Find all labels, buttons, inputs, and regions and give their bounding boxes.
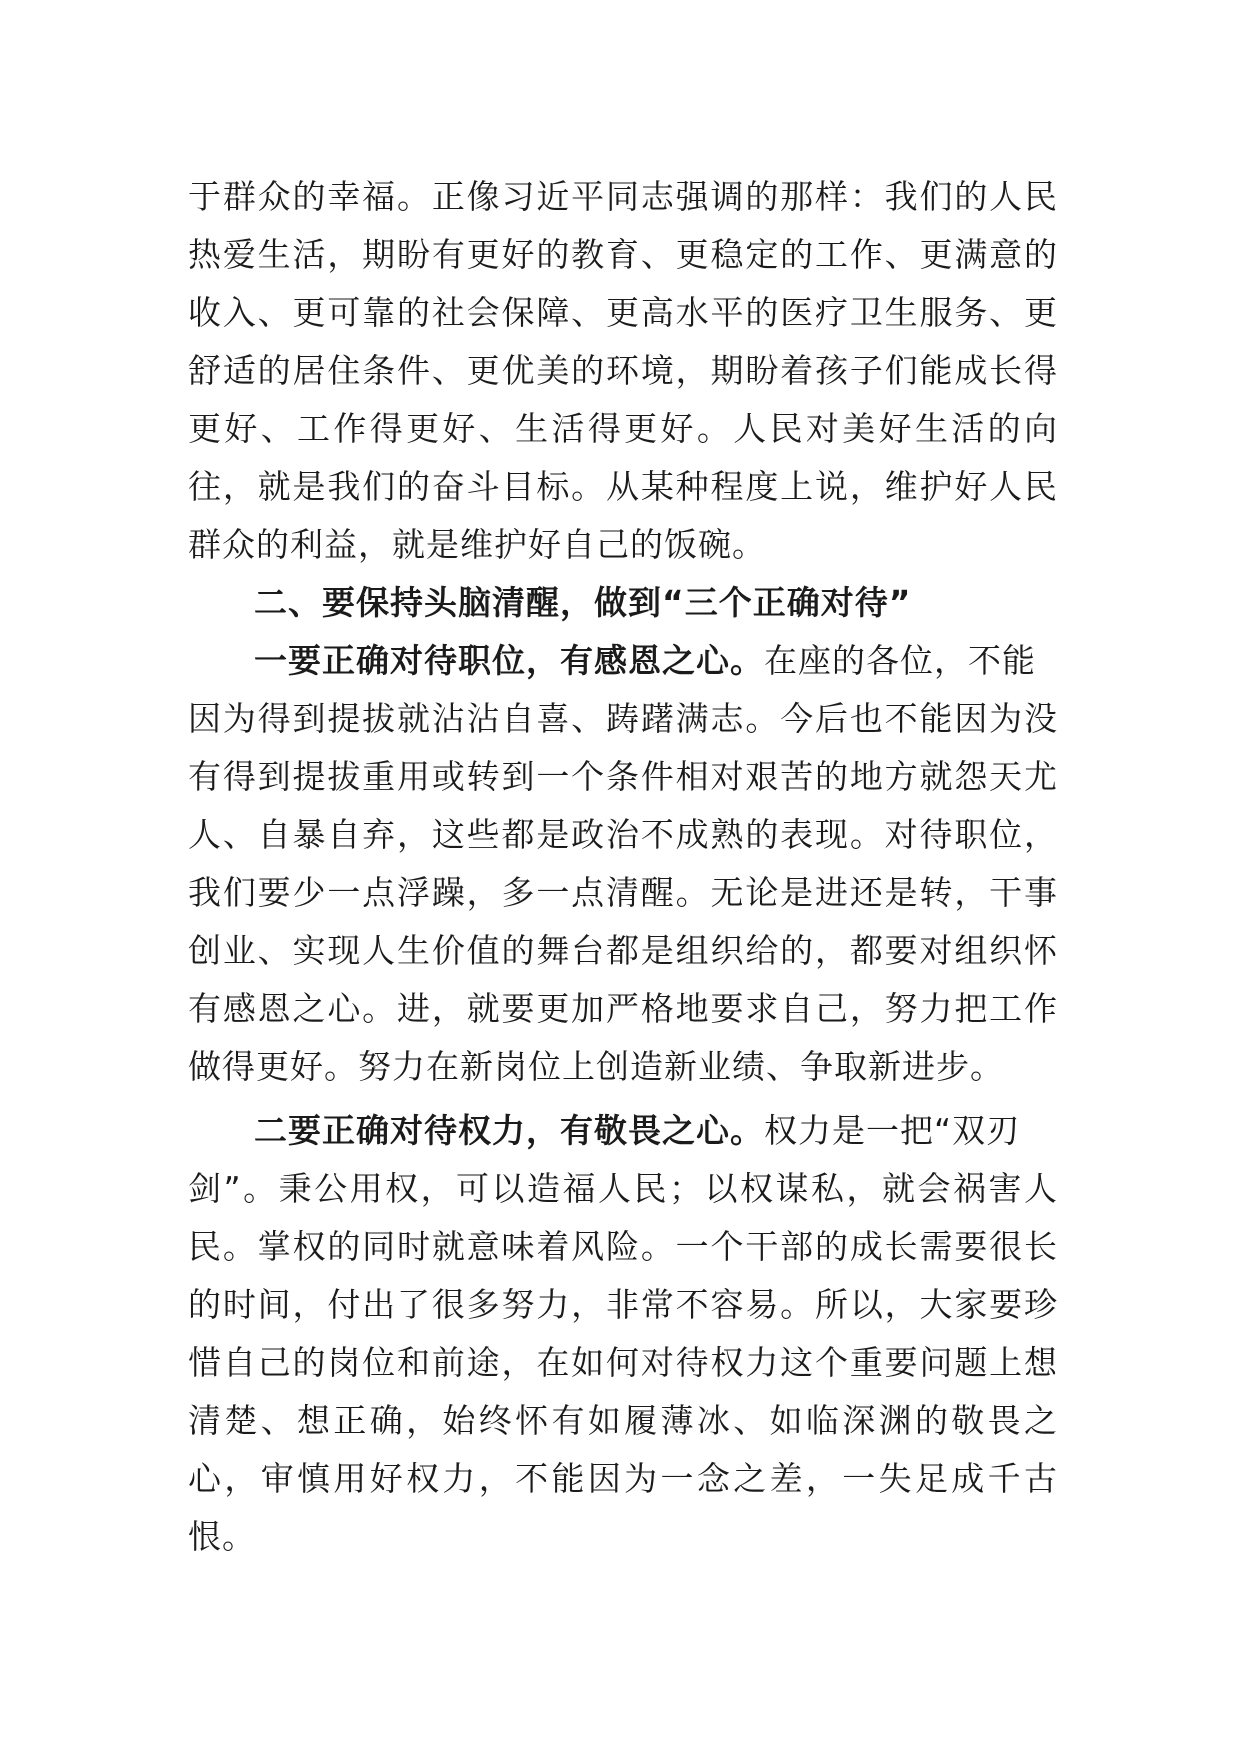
paragraph-line: 做得更好。努力在新岗位上创造新业绩、争取新进步。 xyxy=(188,1047,1004,1086)
paragraph-line: 我们要少一点浮躁，多一点清醒。无论是进还是转，干事 xyxy=(188,873,1058,912)
paragraph-first-line xyxy=(188,1102,1058,1160)
paragraph-3 xyxy=(188,1102,1058,1566)
paragraph-line: 群众的利益，就是维护好自己的饭碗。 xyxy=(188,525,766,564)
paragraph-line: 创业、实现人生价值的舞台都是组织给的，都要对组织怀 xyxy=(188,931,1058,970)
paragraph-line: 于群众的幸福。正像习近平同志强调的那样：我们的人民 xyxy=(188,177,1058,216)
section-heading: 二、要保持头脑清醒，做到“三个正确对待” xyxy=(254,583,912,622)
paragraph-line: 更好、工作得更好、生活得更好。人民对美好生活的向 xyxy=(188,409,1058,448)
paragraph-lead: 一要正确对待职位，有感恩之心。 xyxy=(254,641,764,680)
paragraph-line: 的时间，付出了很多努力，非常不容易。所以，大家要珍 xyxy=(188,1285,1058,1324)
paragraph-line: 因为得到提拔就沾沾自喜、踌躇满志。今后也不能因为没 xyxy=(188,699,1058,738)
document-body xyxy=(188,168,1058,1566)
paragraph-line: 人、自暴自弃，这些都是政治不成熟的表现。对待职位， xyxy=(188,815,1058,854)
paragraph-line: 有得到提拔重用或转到一个条件相对艰苦的地方就怨天尤 xyxy=(188,757,1058,796)
paragraph-first-line xyxy=(188,632,1058,690)
paragraph-line: 恨。 xyxy=(188,1517,256,1556)
paragraph-2 xyxy=(188,632,1058,1096)
paragraph-lead-rest: 权力是一把“双刃 xyxy=(764,1111,1021,1150)
paragraph-line: 热爱生活，期盼有更好的教育、更稳定的工作、更满意的 xyxy=(188,235,1058,274)
paragraph-1 xyxy=(188,168,1058,574)
paragraph-lead-rest: 在座的各位，不能 xyxy=(764,641,1036,680)
paragraph-line: 舒适的居住条件、更优美的环境，期盼着孩子们能成长得 xyxy=(188,351,1058,390)
paragraph-line: 往，就是我们的奋斗目标。从某种程度上说，维护好人民 xyxy=(188,467,1058,506)
paragraph-line: 剑”。秉公用权，可以造福人民；以权谋私，就会祸害人 xyxy=(188,1169,1058,1208)
paragraph-line: 惜自己的岗位和前途，在如何对待权力这个重要问题上想 xyxy=(188,1343,1058,1382)
paragraph-line: 清楚、想正确，始终怀有如履薄冰、如临深渊的敬畏之 xyxy=(188,1401,1058,1440)
paragraph-line: 心，审慎用好权力，不能因为一念之差，一失足成千古 xyxy=(188,1459,1058,1498)
paragraph-line: 民。掌权的同时就意味着风险。一个干部的成长需要很长 xyxy=(188,1227,1058,1266)
paragraph-line: 有感恩之心。进，就要更加严格地要求自己，努力把工作 xyxy=(188,989,1058,1028)
paragraph-line: 收入、更可靠的社会保障、更高水平的医疗卫生服务、更 xyxy=(188,293,1058,332)
paragraph-lead: 二要正确对待权力，有敬畏之心。 xyxy=(254,1111,764,1150)
